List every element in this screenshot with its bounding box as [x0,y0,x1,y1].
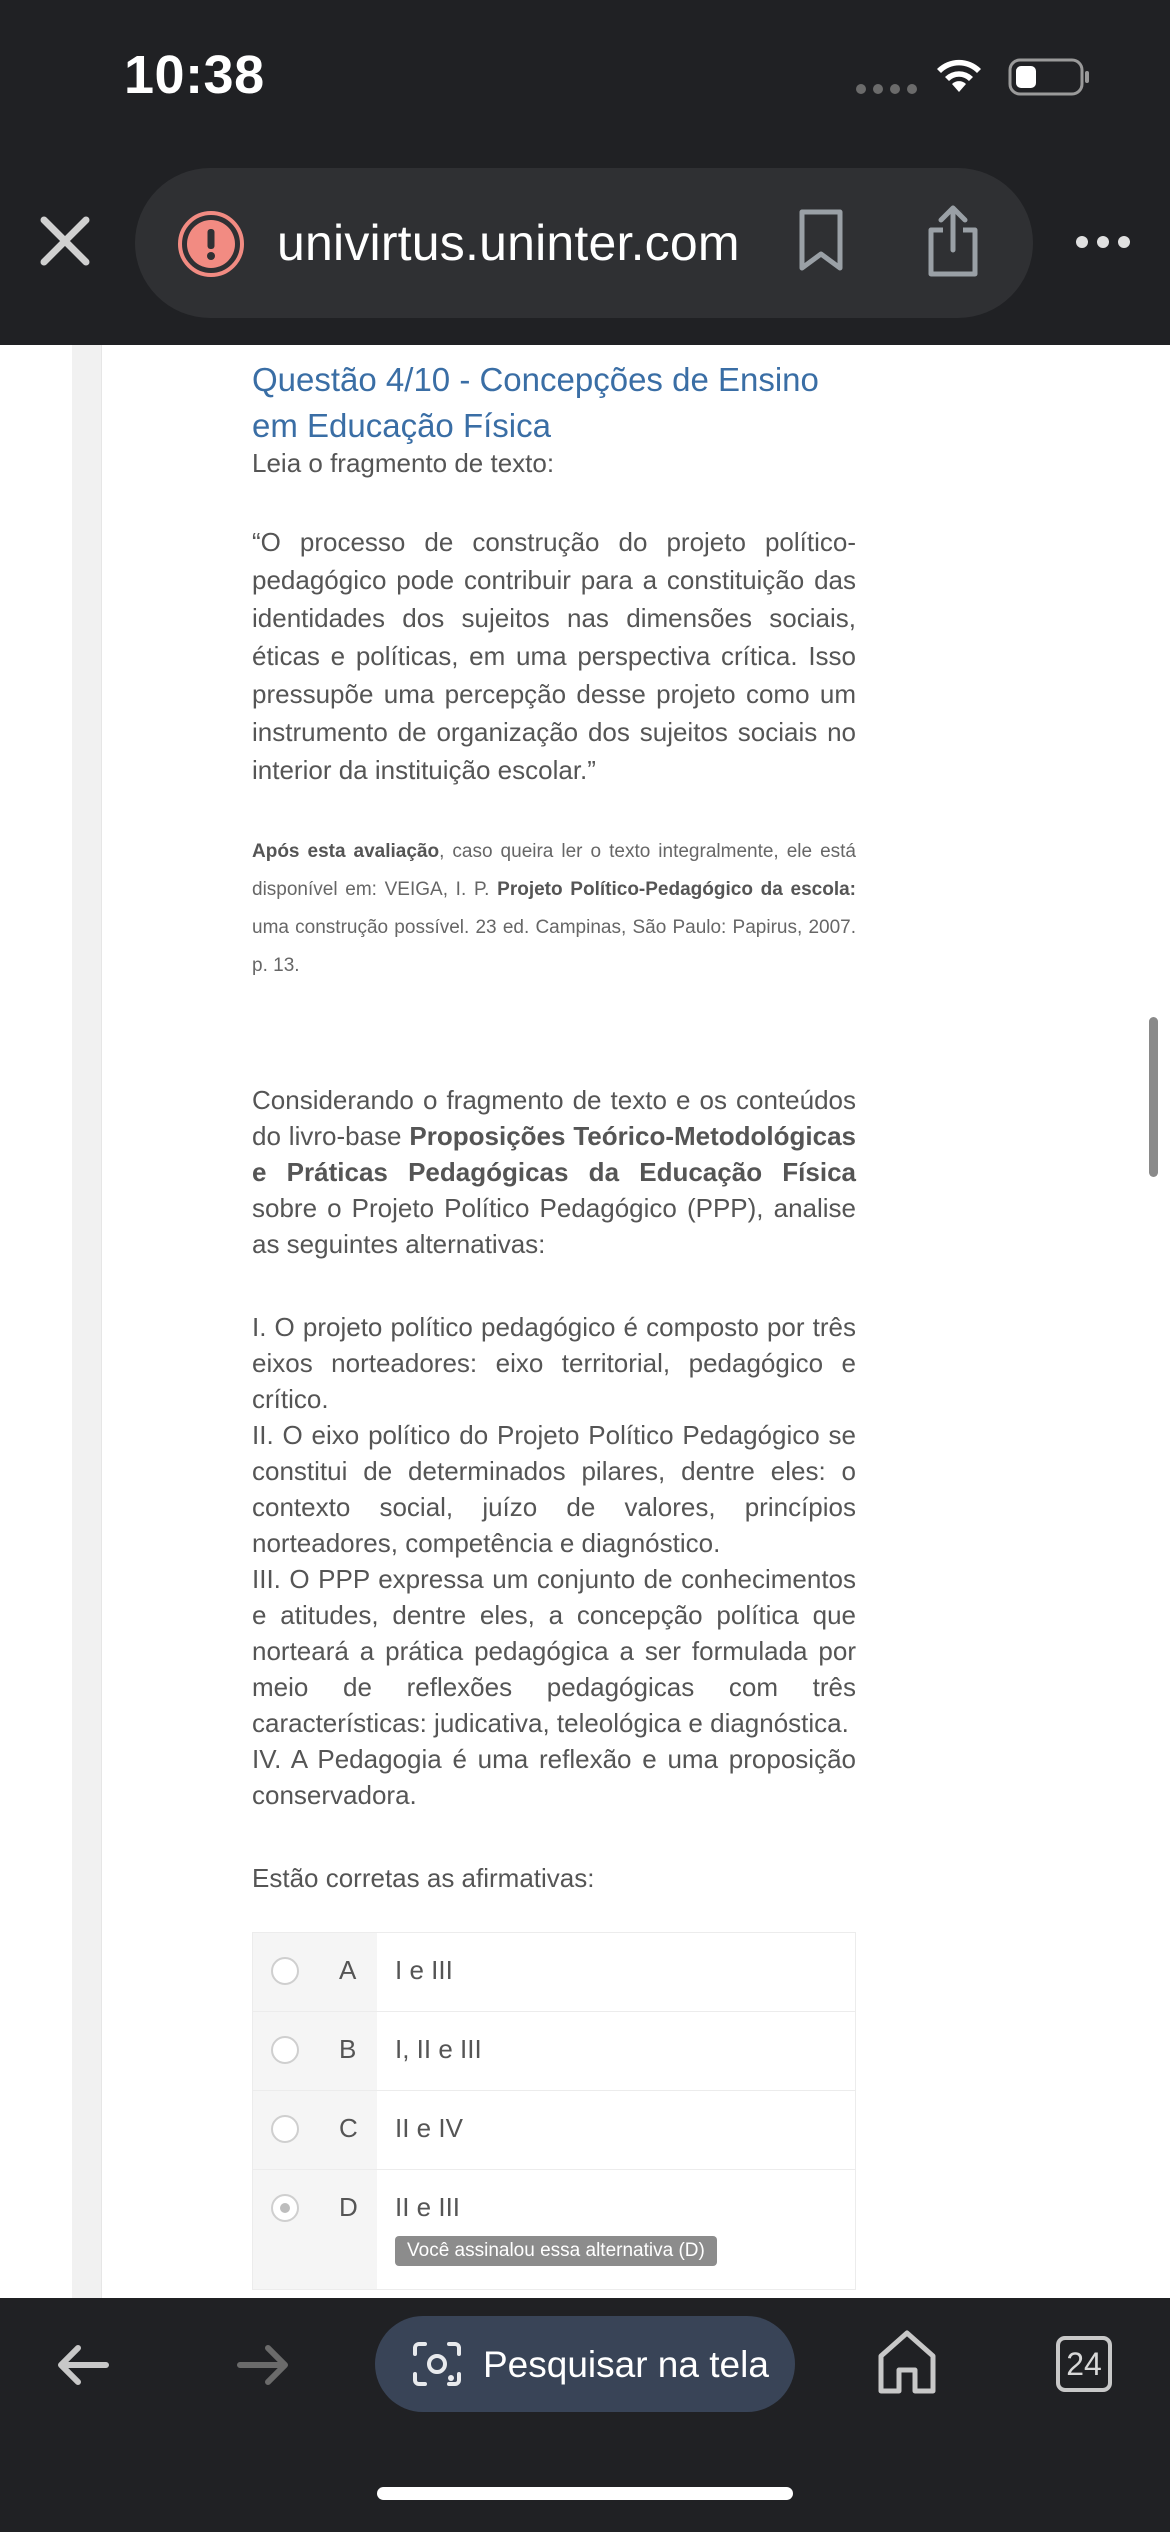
question-intro: Leia o fragmento de texto: [252,448,555,478]
option-letter: C [339,2113,358,2143]
left-sidebar-rail [72,345,102,2298]
statement-item: I. O projeto político pedagógico é composto por três eixos norteadores: eixo territorial, pedagógico e crítico. [252,1312,856,1414]
back-arrow-icon[interactable] [52,2334,114,2396]
option-letter: D [339,2192,358,2222]
option-d[interactable] [253,2170,855,2290]
share-icon[interactable] [925,204,981,278]
option-letter: A [339,1955,357,1985]
scrollbar[interactable] [1149,1017,1158,1177]
close-icon[interactable] [36,212,94,270]
question-title: Questão 4/10 - Concepções de Ensino em Educação Física [252,361,819,444]
statement-item: IV. A Pedagogia é uma reflexão e uma proposição conservadora. [252,1744,856,1810]
answer-options [252,1932,856,2290]
address-bar[interactable] [135,168,1033,318]
question-prompt: Estão corretas as afirmativas: [252,1863,595,1893]
option-c[interactable] [253,2091,855,2170]
page-content [0,345,1170,2298]
reference-text-1: , caso queira ler o texto integralmente, ele está disponível em: VEIGA, I. P. [252,841,856,900]
option-d-radio[interactable] [271,2194,299,2222]
body-text-1: Considerando o fragmento de texto e os conteúdos do livro-base [252,1085,856,1151]
reference-bold-1: Após esta avaliação [252,841,440,862]
statement-item: II. O eixo político do Projeto Político Pedagógico se constitui de determinados pilares, dentre eles: o contexto social, juízo de valores, princípios norteadores, competência e diagnóstico. [252,1420,856,1558]
search-screen-button[interactable] [375,2316,795,2412]
top-browser-chrome [0,0,1170,345]
url-text[interactable]: univirtus.uninter.com [277,215,740,271]
wifi-icon [933,54,985,94]
lens-camera-icon [411,2340,463,2388]
option-a[interactable] [253,1933,855,2012]
tabs-count-button[interactable]: 24 [1056,2336,1112,2392]
statements-list [252,1309,856,1813]
selected-answer-badge: Você assinalou essa alternativa (D) [395,2236,717,2266]
statement-item: III. O PPP expressa um conjunto de conhecimentos e atitudes, dentre eles, a concepção política que norteará a prática pedagógica a ser formulada por meio de reflexões pedagógicas com três características: judicativa, teleológica e diagnóstica. [252,1564,856,1738]
forward-arrow-icon[interactable] [232,2334,294,2396]
battery-icon [1008,58,1092,96]
more-options-icon[interactable] [1076,236,1130,248]
option-c-radio[interactable] [271,2115,299,2143]
option-text: I, II e III [395,2034,482,2064]
quote-text: “O processo de construção do projeto político-pedagógico pode contribuir para a constituição das identidades dos sujeitos nas dimensões sociais, éticas e políticas, em uma perspectiva crítica. Isso pressupõe uma percepção desse projeto como um instrumento de organização dos sujeitos sociais no interior da instituição escolar.” [252,527,856,785]
bookmark-icon[interactable] [796,208,846,274]
option-b-radio[interactable] [271,2036,299,2064]
reference-bold-2: Projeto Político-Pedagógico da escola: [497,879,856,900]
option-text: I e III [395,1955,453,1985]
reference-text-2: uma construção possível. 23 ed. Campinas, São Paulo: Papirus, 2007. p. 13. [252,917,856,976]
home-icon[interactable] [876,2328,938,2396]
search-screen-label: Pesquisar na tela [483,2344,769,2385]
question-body [252,1082,856,1262]
option-text: II e III [395,2192,461,2222]
cellular-signal-icon [856,84,917,94]
home-indicator [377,2487,793,2500]
option-text: II e IV [395,2113,463,2143]
insecure-alert-icon[interactable] [177,210,245,278]
body-text-2: sobre o Projeto Político Pedagógico (PPP), analise as seguintes alternativas: [252,1193,856,1259]
option-letter: B [339,2034,357,2064]
status-time: 10:38 [124,45,265,105]
option-a-radio[interactable] [271,1957,299,1985]
reference-note [252,833,856,985]
option-b[interactable] [253,2012,855,2091]
book-title: Proposições Teórico-Metodológicas e Práticas Pedagógicas da Educação Física [252,1121,856,1187]
